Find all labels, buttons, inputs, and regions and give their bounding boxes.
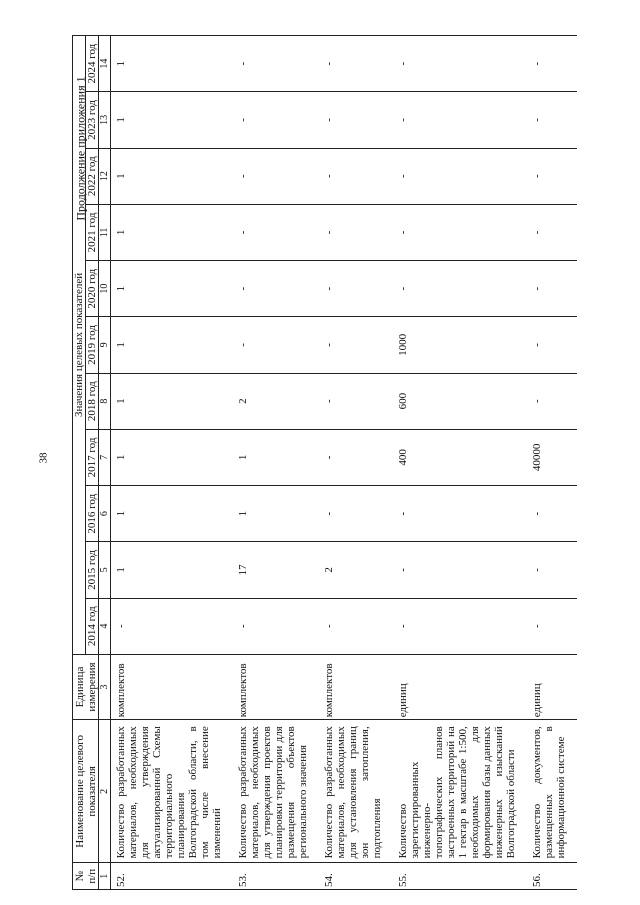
indicator-value: - bbox=[319, 598, 393, 654]
year-header: 2022 год bbox=[86, 148, 99, 204]
column-index: 6 bbox=[99, 486, 111, 542]
row-number: 53. bbox=[233, 863, 319, 890]
indicator-value: - bbox=[319, 36, 393, 92]
indicator-value: - bbox=[319, 486, 393, 542]
indicator-value: 1 bbox=[111, 148, 234, 204]
indicator-value: 1 bbox=[111, 36, 234, 92]
indicator-value: - bbox=[319, 373, 393, 429]
indicator-value: - bbox=[393, 148, 527, 204]
year-header: 2018 год bbox=[86, 373, 99, 429]
indicator-value: - bbox=[319, 204, 393, 260]
table-row bbox=[527, 36, 577, 890]
row-number: 55. bbox=[393, 863, 527, 890]
header-number: № п/п bbox=[73, 863, 99, 890]
indicator-value: - bbox=[233, 204, 319, 260]
column-index: 13 bbox=[99, 92, 111, 148]
unit-of-measure: единиц bbox=[393, 654, 527, 719]
indicator-value: - bbox=[527, 204, 577, 260]
year-header: 2020 год bbox=[86, 261, 99, 317]
column-index: 5 bbox=[99, 542, 111, 598]
indicator-value: - bbox=[319, 317, 393, 373]
indicator-name: Количество документов, размещенных в информационной системе bbox=[527, 720, 577, 863]
indicator-value: 1 bbox=[111, 204, 234, 260]
rotated-table-wrapper bbox=[72, 35, 632, 890]
indicator-value: - bbox=[527, 36, 577, 92]
unit-of-measure: комплектов bbox=[233, 654, 319, 719]
table-row bbox=[111, 36, 234, 890]
unit-of-measure: единиц bbox=[527, 654, 577, 719]
indicator-value: - bbox=[527, 542, 577, 598]
indicator-value: - bbox=[393, 92, 527, 148]
header-values: Значения целевых показателей bbox=[73, 36, 86, 655]
indicator-value: - bbox=[527, 92, 577, 148]
indicator-value: - bbox=[319, 429, 393, 485]
indicator-value: - bbox=[233, 148, 319, 204]
column-index: 12 bbox=[99, 148, 111, 204]
indicator-value: - bbox=[319, 92, 393, 148]
indicator-value: 1 bbox=[111, 261, 234, 317]
indicator-value: 1 bbox=[111, 486, 234, 542]
column-index: 3 bbox=[99, 654, 111, 719]
column-index: 8 bbox=[99, 373, 111, 429]
column-index: 10 bbox=[99, 261, 111, 317]
indicator-value: - bbox=[527, 317, 577, 373]
indicator-value: - bbox=[233, 598, 319, 654]
indicator-value: 1 bbox=[111, 92, 234, 148]
indicator-value: - bbox=[393, 486, 527, 542]
indicator-value: - bbox=[393, 36, 527, 92]
indicator-name: Количество зарегистрированных инженерно-топографических планов застроенных территорий на 1 гектар в масштабе 1:500, необходимых для формирования базы данных инженерных изысканий Волгоградской области bbox=[393, 720, 527, 863]
column-index: 7 bbox=[99, 429, 111, 485]
indicators-table bbox=[72, 35, 577, 890]
indicator-value: - bbox=[233, 36, 319, 92]
indicator-value: 40000 bbox=[527, 429, 577, 485]
indicator-value: - bbox=[393, 598, 527, 654]
year-header: 2019 год bbox=[86, 317, 99, 373]
unit-of-measure: комплектов bbox=[319, 654, 393, 719]
indicator-value: - bbox=[233, 92, 319, 148]
indicator-value: - bbox=[233, 317, 319, 373]
indicator-value: 1 bbox=[111, 429, 234, 485]
indicator-name: Количество разработанных материалов, необходимых для утверждения актуализированной Схемы территориального планирования Волгоградской области, в том числе внесение изменений bbox=[111, 720, 234, 863]
table-body bbox=[111, 36, 578, 890]
year-header: 2024 год bbox=[86, 36, 99, 92]
indicator-value: 1 bbox=[111, 373, 234, 429]
indicator-value: 1 bbox=[111, 317, 234, 373]
table-row bbox=[319, 36, 393, 890]
indicator-value: 2 bbox=[319, 542, 393, 598]
year-header: 2021 год bbox=[86, 204, 99, 260]
year-header: 2023 год bbox=[86, 92, 99, 148]
indicator-value: - bbox=[527, 373, 577, 429]
year-header: 2016 год bbox=[86, 486, 99, 542]
indicator-value: - bbox=[393, 542, 527, 598]
indicator-value: - bbox=[527, 486, 577, 542]
page-number: 38 bbox=[37, 452, 50, 464]
indicator-value: - bbox=[527, 598, 577, 654]
header-indicator-name: Наименование целевого показателя bbox=[73, 720, 99, 863]
row-number: 54. bbox=[319, 863, 393, 890]
column-index: 9 bbox=[99, 317, 111, 373]
indicator-name: Количество разработанных материалов, необходимых для утверждения проектов планировки территории для размещения объектов регионального значения bbox=[233, 720, 319, 863]
indicator-value: - bbox=[319, 261, 393, 317]
indicator-value: - bbox=[527, 261, 577, 317]
indicator-value: - bbox=[111, 598, 234, 654]
year-header: 2017 год bbox=[86, 429, 99, 485]
column-index: 1 bbox=[99, 863, 111, 890]
indicator-value: 1 bbox=[233, 486, 319, 542]
column-index: 11 bbox=[99, 204, 111, 260]
table-row bbox=[393, 36, 527, 890]
indicator-value: - bbox=[393, 204, 527, 260]
indicator-value: 2 bbox=[233, 373, 319, 429]
row-number: 52. bbox=[111, 863, 234, 890]
unit-of-measure: комплектов bbox=[111, 654, 234, 719]
year-header: 2015 год bbox=[86, 542, 99, 598]
column-index: 2 bbox=[99, 720, 111, 863]
header-unit: Единица измерения bbox=[73, 654, 99, 719]
indicator-value: 400 bbox=[393, 429, 527, 485]
document-heading: Продолжение приложения 1 bbox=[73, 76, 88, 221]
indicator-value: - bbox=[393, 261, 527, 317]
column-index: 14 bbox=[99, 36, 111, 92]
table-row bbox=[233, 36, 319, 890]
indicator-value: 600 bbox=[393, 373, 527, 429]
year-header: 2014 год bbox=[86, 598, 99, 654]
indicator-value: - bbox=[319, 148, 393, 204]
indicator-value: 1 bbox=[111, 542, 234, 598]
indicator-value: 1000 bbox=[393, 317, 527, 373]
indicator-value: 1 bbox=[233, 429, 319, 485]
indicator-value: 17 bbox=[233, 542, 319, 598]
column-index: 4 bbox=[99, 598, 111, 654]
indicator-value: - bbox=[233, 261, 319, 317]
column-index-row bbox=[99, 36, 111, 890]
indicator-value: - bbox=[527, 148, 577, 204]
indicator-name: Количество разработанных материалов, необходимых для установления границ зон затопления, подтопления bbox=[319, 720, 393, 863]
row-number: 56. bbox=[527, 863, 577, 890]
